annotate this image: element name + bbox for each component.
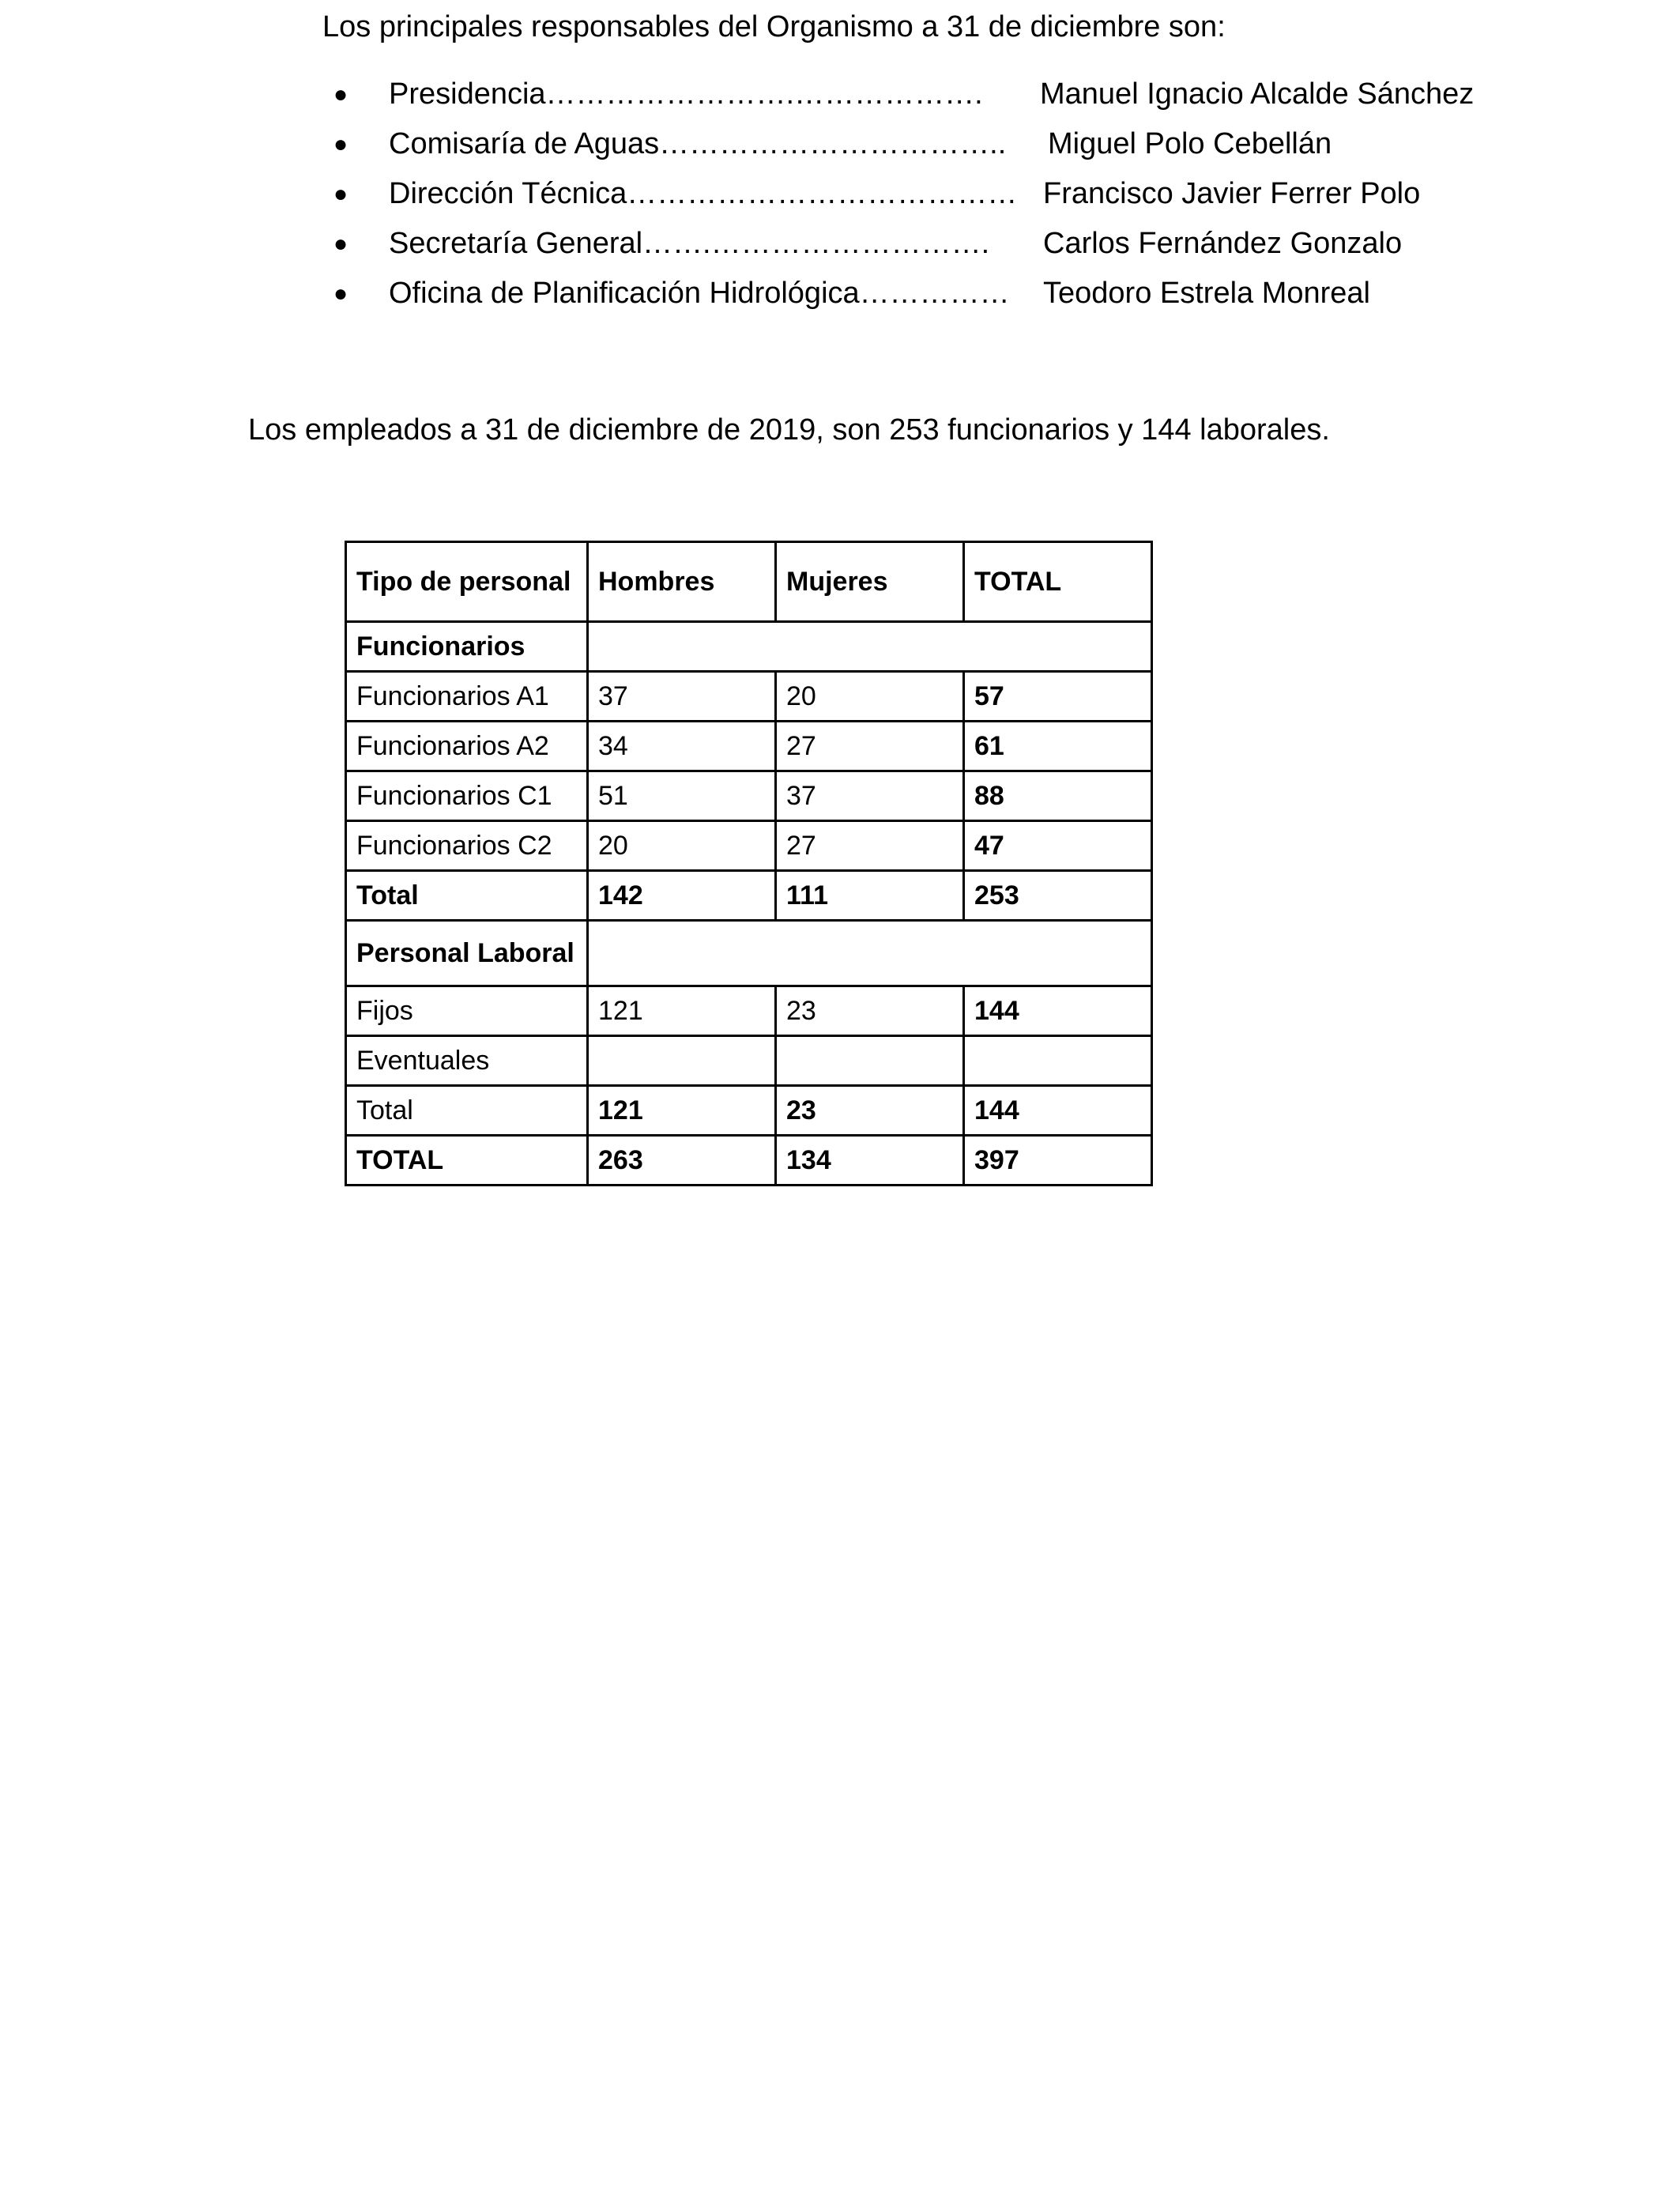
person-name: Teodoro Estrela Monreal bbox=[1043, 277, 1370, 310]
table-cell: 20 bbox=[588, 821, 776, 871]
section-title: Funcionarios bbox=[346, 622, 588, 672]
table-row bbox=[346, 672, 1152, 722]
table-cell bbox=[776, 1036, 964, 1086]
table-row bbox=[346, 986, 1152, 1036]
table-row bbox=[346, 1036, 1152, 1086]
table-cell: TOTAL bbox=[346, 1136, 588, 1186]
bullet-icon: ● bbox=[333, 281, 348, 307]
total-row bbox=[346, 871, 1152, 921]
table-cell bbox=[588, 1036, 776, 1086]
table-cell: 37 bbox=[776, 771, 964, 821]
total-row bbox=[346, 1086, 1152, 1136]
table-row bbox=[346, 771, 1152, 821]
empty-cell bbox=[588, 622, 1152, 672]
table-cell: Funcionarios A1 bbox=[346, 672, 588, 722]
table-cell: 134 bbox=[776, 1136, 964, 1186]
table-cell: 37 bbox=[588, 672, 776, 722]
role-label: Dirección Técnica………………………………… bbox=[389, 177, 1018, 210]
table-cell: 57 bbox=[964, 672, 1152, 722]
role-label: Comisaría de Aguas…………………………….. bbox=[389, 127, 1007, 160]
bullet-icon: ● bbox=[333, 131, 348, 157]
table-cell: 88 bbox=[964, 771, 1152, 821]
table-cell: Eventuales bbox=[346, 1036, 588, 1086]
table-cell: 47 bbox=[964, 821, 1152, 871]
empty-cell bbox=[588, 921, 1152, 986]
header-cell: Hombres bbox=[588, 542, 776, 622]
table-cell: Fijos bbox=[346, 986, 588, 1036]
table-row bbox=[346, 722, 1152, 771]
table-cell: 263 bbox=[588, 1136, 776, 1186]
table-cell: Total bbox=[346, 871, 588, 921]
table-cell: 121 bbox=[588, 1086, 776, 1136]
bullet-icon: ● bbox=[333, 181, 348, 207]
person-name: Manuel Ignacio Alcalde Sánchez bbox=[1040, 77, 1475, 111]
role-label: Presidencia…………………….………………. bbox=[389, 77, 983, 111]
table-cell: 142 bbox=[588, 871, 776, 921]
table-cell: Funcionarios A2 bbox=[346, 722, 588, 771]
table-cell bbox=[964, 1036, 1152, 1086]
person-name: Francisco Javier Ferrer Polo bbox=[1043, 177, 1421, 210]
table-cell: 27 bbox=[776, 821, 964, 871]
table-cell: 397 bbox=[964, 1136, 1152, 1186]
header-cell: Mujeres bbox=[776, 542, 964, 622]
bullet-icon: ● bbox=[333, 231, 348, 257]
table-cell: 144 bbox=[964, 1086, 1152, 1136]
table-cell: 121 bbox=[588, 986, 776, 1036]
table-cell: Total bbox=[346, 1086, 588, 1136]
table-cell: 34 bbox=[588, 722, 776, 771]
person-name: Miguel Polo Cebellán bbox=[1048, 127, 1332, 160]
header-cell: Tipo de personal bbox=[346, 542, 588, 622]
table-cell: 20 bbox=[776, 672, 964, 722]
intro-paragraph: Los principales responsables del Organismo a 31 de diciembre son: bbox=[322, 10, 1226, 43]
table-row bbox=[346, 821, 1152, 871]
table-cell: Funcionarios C1 bbox=[346, 771, 588, 821]
bullet-icon: ● bbox=[333, 81, 348, 107]
role-label: Secretaría General…….………………………. bbox=[389, 227, 990, 260]
table-header-row bbox=[346, 542, 1152, 622]
table-cell: 144 bbox=[964, 986, 1152, 1036]
person-name: Carlos Fernández Gonzalo bbox=[1043, 227, 1403, 260]
header-cell: TOTAL bbox=[964, 542, 1152, 622]
employees-summary: Los empleados a 31 de diciembre de 2019, son 253 funcionarios y 144 laborales. bbox=[248, 413, 1330, 447]
table-cell: 253 bbox=[964, 871, 1152, 921]
table-cell: 51 bbox=[588, 771, 776, 821]
grand-total-row bbox=[346, 1136, 1152, 1186]
table-cell: 23 bbox=[776, 1086, 964, 1136]
section-title: Personal Laboral bbox=[346, 921, 588, 986]
table-cell: 111 bbox=[776, 871, 964, 921]
section-row bbox=[346, 622, 1152, 672]
table-cell: 61 bbox=[964, 722, 1152, 771]
table-cell: 27 bbox=[776, 722, 964, 771]
table-cell: 23 bbox=[776, 986, 964, 1036]
role-label: Oficina de Planificación Hidrológica…………… bbox=[389, 277, 1010, 310]
table-cell: Funcionarios C2 bbox=[346, 821, 588, 871]
section-row bbox=[346, 921, 1152, 986]
staff-table bbox=[345, 541, 1153, 1186]
